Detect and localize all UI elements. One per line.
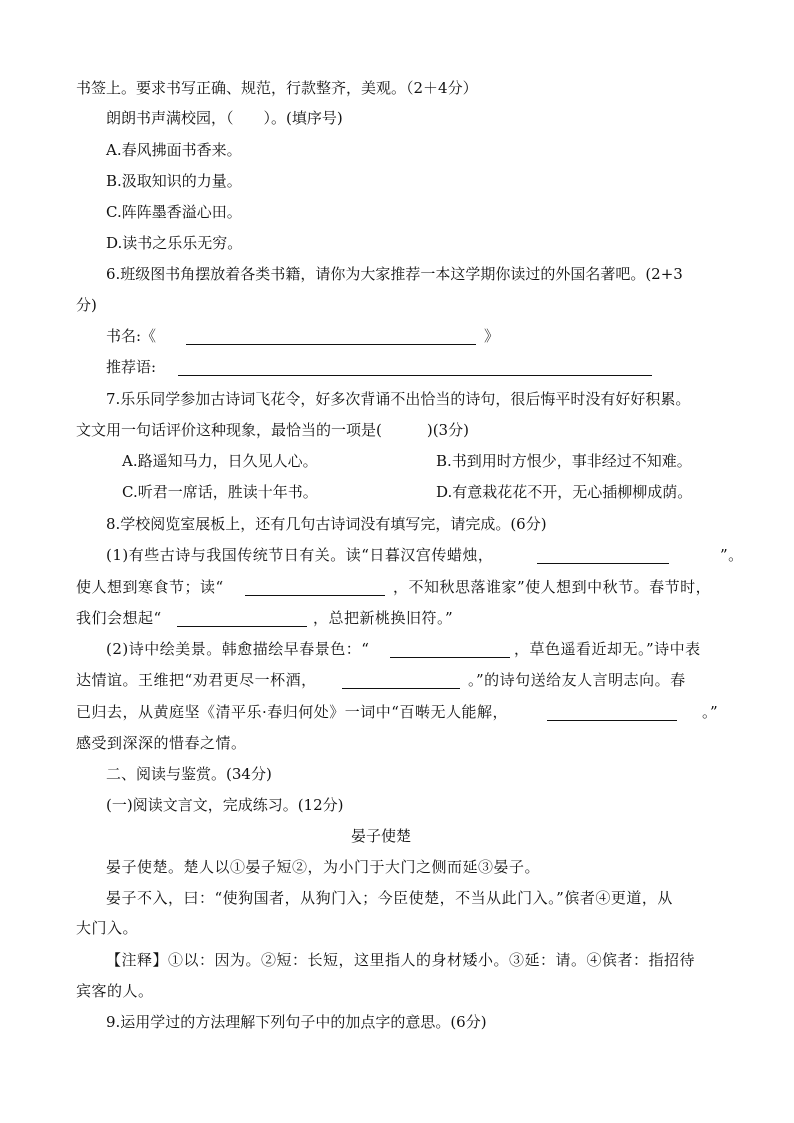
text-line: 朗朗书声满校园，（ ）。(填序号) [106, 109, 343, 127]
text-line: (1)有些古诗与我国传统节日有关。读“日暮汉宫传蜡烛， [106, 546, 494, 564]
passage-text: 晏子不入，曰：“使狗国者，从狗门入；今臣使楚，不当从此门入。”傧者④更道，从 [106, 889, 673, 907]
text-line: 分) [76, 296, 97, 314]
text-line: 文文用一句话评价这种现象，最恰当的一项是( )(3分) [76, 421, 469, 439]
book-name-close: 》 [484, 327, 500, 345]
text-line: ，不知秋思落谁家”使人想到中秋节。春节时， [393, 578, 712, 596]
text-line: 。” [702, 703, 719, 721]
book-name-blank[interactable] [186, 328, 476, 345]
text-line: 书签上。要求书写正确、规范，行款整齐，美观。（2＋4分） [76, 79, 478, 97]
question-6: 6.班级图书角摆放着各类书籍，请你为大家推荐一本这学期你读过的外国名著吧。(2+3 [106, 265, 683, 283]
annotation-text: 【注释】①以：因为。②短：长短，这里指人的身材矮小。③延：请。④傧者：指招待 [106, 951, 696, 969]
recommend-label: 推荐语: [106, 358, 157, 376]
question-8: 8.学校阅览室展板上，还有几句古诗词没有填写完，请完成。(6分) [106, 515, 547, 533]
fill-blank[interactable] [177, 610, 307, 627]
recommend-blank[interactable] [178, 359, 652, 376]
fill-blank[interactable] [547, 704, 677, 721]
option-c: C.阵阵墨香溢心田。 [106, 203, 242, 221]
passage-text: 晏子使楚。楚人以①晏子短②，为小门于大门之侧而延③晏子。 [106, 858, 541, 876]
passage-title: 晏子使楚 [351, 827, 412, 845]
annotation-text: 宾客的人。 [76, 982, 154, 1000]
section-heading: 二、阅读与鉴赏。(34分) [106, 765, 272, 783]
fill-blank[interactable] [537, 547, 669, 564]
question-9: 9.运用学过的方法理解下列句子中的加点字的意思。(6分) [106, 1013, 487, 1031]
question-7: 7.乐乐同学参加古诗词飞花令，好多次背诵不出恰当的诗句，很后悔平时没有好好积累。 [106, 390, 691, 408]
fill-blank[interactable] [342, 672, 460, 689]
text-line: ”。 [720, 546, 744, 564]
option-d: D.有意栽花花不开，无心插柳柳成荫。 [436, 483, 693, 501]
option-a: A.路遥知马力，日久见人心。 [122, 452, 318, 470]
text-line: 感受到深深的惜春之情。 [76, 734, 247, 752]
book-name-label: 书名:《 [106, 327, 157, 345]
subsection-heading: (一)阅读文言文，完成练习。(12分) [106, 796, 344, 814]
option-d: D.读书之乐乐无穷。 [106, 234, 243, 252]
option-b: B.书到用时方恨少，事非经过不知难。 [436, 452, 692, 470]
text-line: ，草色遥看近却无。”诗中表 [514, 640, 701, 658]
passage-text: 大门入。 [76, 919, 139, 937]
option-c: C.听君一席话，胜读十年书。 [122, 483, 318, 501]
text-line: 使人想到寒食节；读“ [76, 578, 224, 596]
fill-blank[interactable] [245, 579, 385, 596]
option-a: A.春风拂面书香来。 [106, 141, 242, 159]
option-b: B.汲取知识的力量。 [106, 172, 242, 190]
text-line: 达情谊。王维把“劝君更尽一杯酒， [76, 671, 317, 689]
text-line: 已归去，从黄庭坚《清平乐·春归何处》一词中“百啭无人能解， [76, 703, 508, 721]
fill-blank[interactable] [390, 641, 510, 658]
text-line: (2)诗中绘美景。韩愈描绘早春景色：“ [106, 640, 370, 658]
text-line: 我们会想起“ [76, 609, 162, 627]
text-line: 。”的诗句送给友人言明志向。春 [468, 671, 686, 689]
text-line: ，总把新桃换旧符。” [313, 609, 454, 627]
